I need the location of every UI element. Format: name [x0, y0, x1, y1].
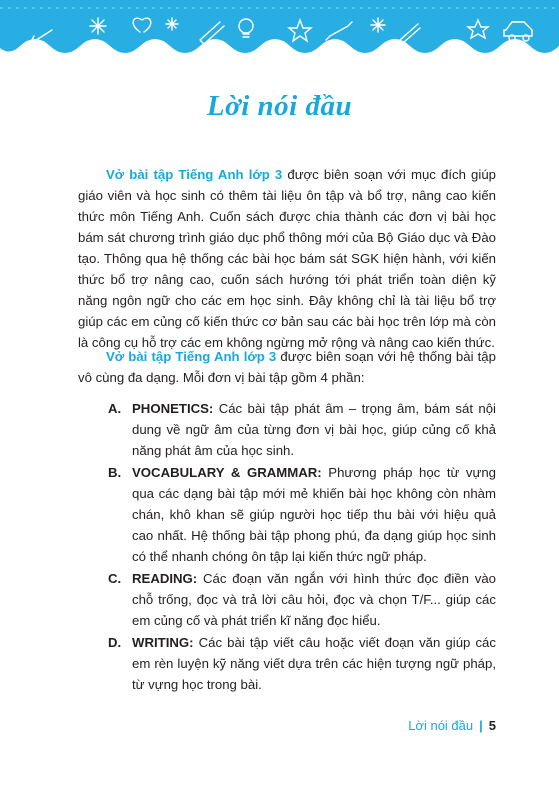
part-heading: WRITING: — [132, 635, 194, 650]
part-text: Phương pháp học từ vựng qua các dạng bài tập mới mẻ khiến bài học không còn nhàm chán, khô khan sẽ giúp người học tiếp thu bài với hiệu quả cao nhất. Hệ thống bài tập phong phú, đa dạng giúp học sinh có thể nhanh chóng ôn tập lại kiến thức ngữ pháp. — [132, 465, 496, 564]
part-heading: PHONETICS: — [132, 401, 214, 416]
part-heading: READING: — [132, 571, 198, 586]
decorative-banner — [0, 0, 559, 70]
part-text: Các đoạn văn ngắn với hình thức đọc điền vào chỗ trống, đọc và trả lời câu hỏi, đọc và chọn T/F... giúp các em củng cố và phát triển kĩ năng đọc hiểu. — [132, 571, 496, 628]
part-letter: B. — [108, 465, 122, 480]
footer-separator: | — [479, 718, 483, 733]
intro-paragraph — [78, 164, 496, 353]
part-phonetics — [108, 398, 496, 461]
structure-paragraph — [78, 346, 496, 388]
snowflake-icon — [166, 18, 178, 30]
part-letter: C. — [108, 571, 122, 586]
part-letter: D. — [108, 635, 122, 650]
page-number: 5 — [488, 718, 496, 733]
part-heading: VOCABULARY & GRAMMAR: — [132, 465, 322, 480]
part-text: Các bài tập phát âm – trọng âm, bám sát nội dung về ngữ âm của từng đơn vị bài học, giúp củng cố khả năng phát âm của học sinh. — [132, 401, 496, 458]
snowflake-icon — [90, 18, 106, 34]
snowflake-icon — [371, 18, 385, 32]
part-writing — [108, 632, 496, 695]
part-reading — [108, 568, 496, 631]
intro-text: được biên soạn với mục đích giúp giáo viên và học sinh có thêm tài liệu ôn tập và bổ trợ, nâng cao kiến thức môn Tiếng Anh. Cuốn sách được chia thành các đơn vị bài học bám sát chương trình giáo dục phổ thông mới của Bộ Giáo dục và Đào tạo. Thông qua hệ thống các bài học bám sát SGK hiện hành, với kiến thức bổ trợ nâng cao, cuốn sách hướng tới phát triển toàn diện kỹ năng ngôn ngữ cho các em học sinh. Đây không chỉ là tài liệu bổ trợ giúp các em củng cố kiến thức cơ bản sau các bài học trên lớp mà còn là công cụ hỗ trợ các em không ngừng mở rộng và nâng cao kiến thức. — [78, 167, 496, 350]
part-letter: A. — [108, 401, 122, 416]
footer-title: Lời nói đầu — [408, 718, 474, 733]
part-text: Các bài tập viết câu hoặc viết đoạn văn giúp các em rèn luyện kỹ năng viết dựa trên các hiện tượng ngữ pháp, từ vựng học trong bài. — [132, 635, 496, 692]
structure-text: được biên soạn với hệ thống bài tập vô cùng đa dạng. Mỗi đơn vị bài tập gồm 4 phần: — [78, 349, 496, 385]
page-footer — [300, 718, 496, 733]
book-name: Vở bài tập Tiếng Anh lớp 3 — [106, 167, 283, 182]
book-name: Vở bài tập Tiếng Anh lớp 3 — [106, 349, 277, 364]
part-vocabulary-grammar — [108, 462, 496, 567]
page-title: Lời nói đầu — [206, 90, 353, 122]
